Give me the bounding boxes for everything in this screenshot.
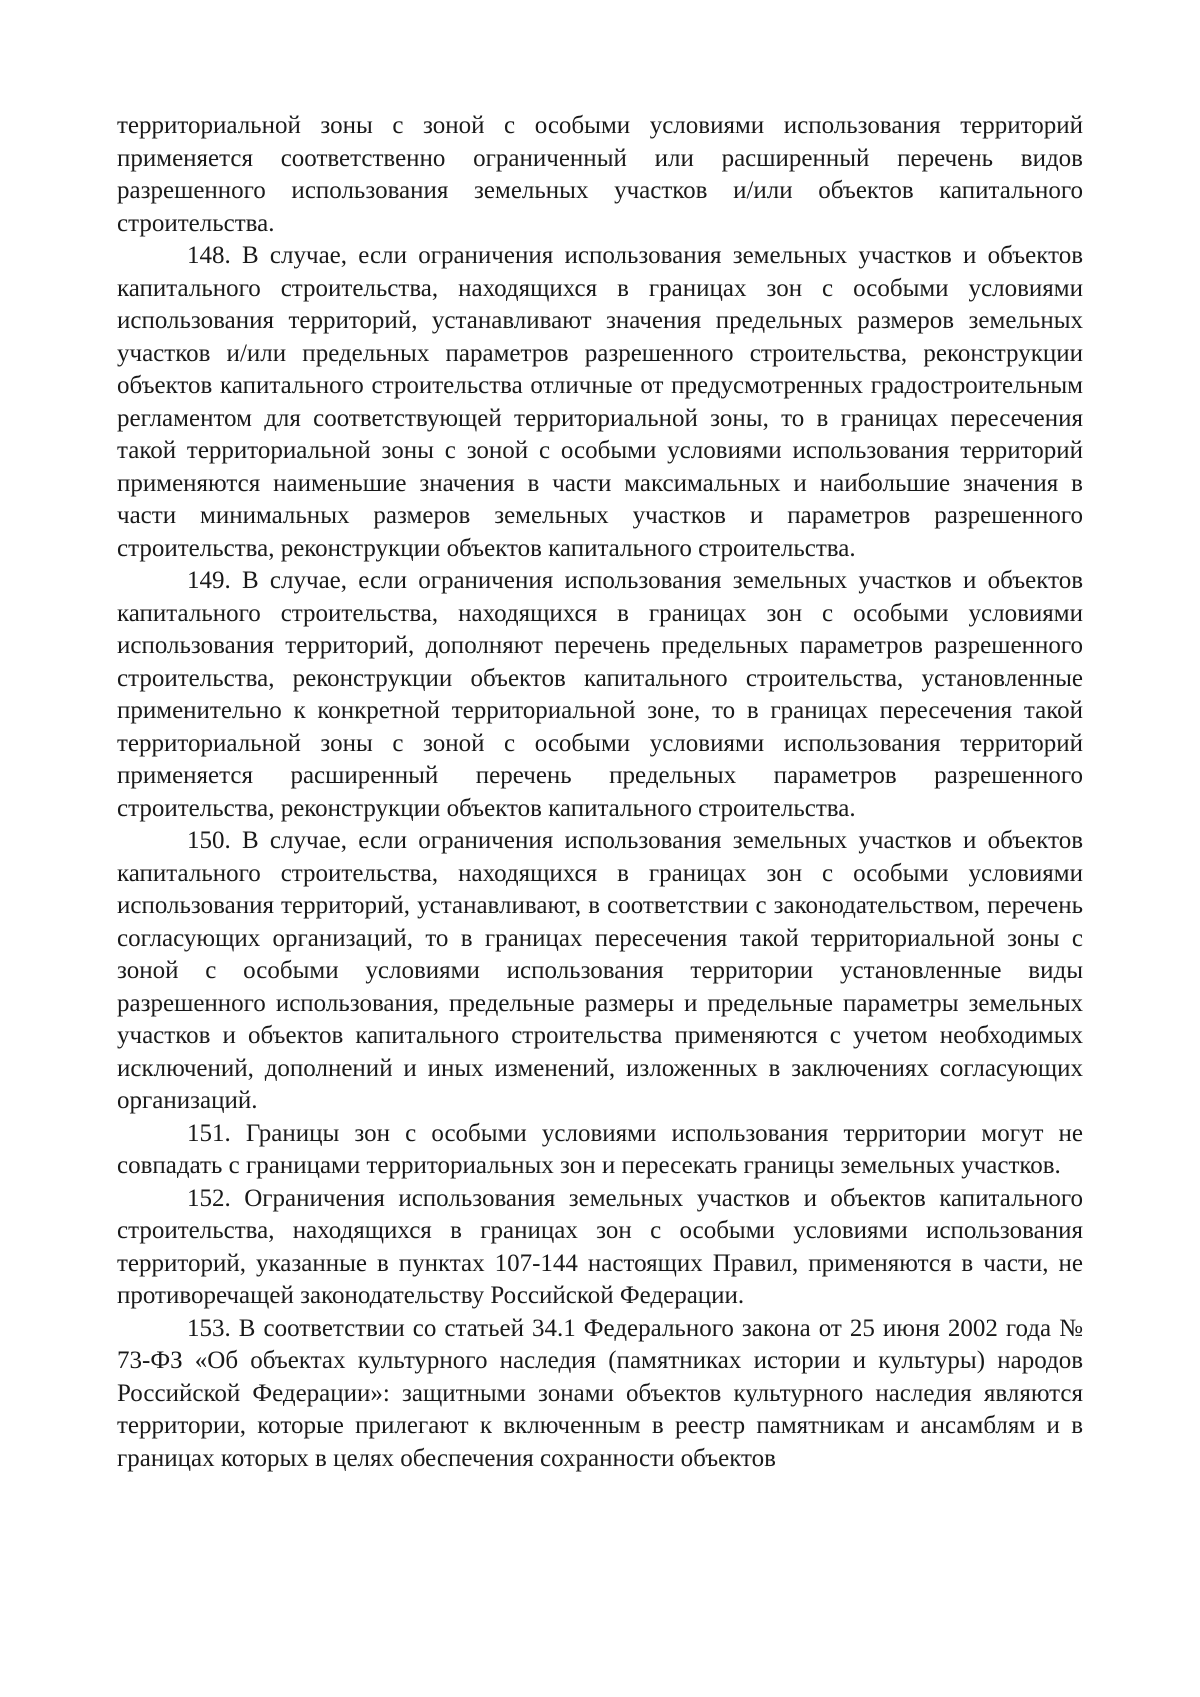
paragraph-continuation: территориальной зоны с зоной с особыми условиями использования территорий применяется соответственно ограниченный или расширенный перечень видов разрешенного использования земельных участков и/или объектов капитального строительства. — [117, 112, 1083, 237]
paragraph-151: 151. Границы зон с особыми условиями использования территории могут не совпадать с границами территориальных зон и пересекать границы земельных участков. — [117, 1119, 1083, 1179]
paragraph-149: 149. В случае, если ограничения использования земельных участков и объектов капитального строительства, находящихся в границах зон с особыми условиями использования территорий, дополняют перечень предельных параметров разрешенного строительства, реконструкции объектов капитального строительства, установленные применительно к конкретной территориальной зоне, то в границах пересечения такой территориальной зоны с зоной с особыми условиями использования территорий применяется расширенный перечень предельных параметров разрешенного строительства, реконструкции объектов капитального строительства. — [117, 567, 1083, 822]
paragraph-148: 148. В случае, если ограничения использования земельных участков и объектов капитального строительства, находящихся в границах зон с особыми условиями использования территорий, устанавливают значения предельных размеров земельных участков и/или предельных параметров разрешенного строительства, реконструкции объектов капитального строительства отличные от предусмотренных градостроительным регламентом для соответствующей территориальной зоны, то в границах пересечения такой территориальной зоны с зоной с особыми условиями использования территорий применяются наименьшие значения в части максимальных и наибольшие значения в части минимальных размеров земельных участков и параметров разрешенного строительства, реконструкции объектов капитального строительства. — [117, 242, 1083, 562]
paragraph-150: 150. В случае, если ограничения использования земельных участков и объектов капитального строительства, находящихся в границах зон с особыми условиями использования территорий, устанавливают, в соответствии с законодательством, перечень согласующих организаций, то в границах пересечения такой территориальной зоны с зоной с особыми условиями использования территории установленные виды разрешенного использования, предельные размеры и предельные параметры земельных участков и объектов капитального строительства применяются с учетом необходимых исключений, дополнений и иных изменений, изложенных в заключениях согласующих организаций. — [117, 827, 1083, 1114]
paragraph-152: 152. Ограничения использования земельных участков и объектов капитального строительства, находящихся в границах зон с особыми условиями использования территорий, указанные в пунктах 107-144 настоящих Правил, применяются в части, не противоречащей законодательству Российской Федерации. — [117, 1184, 1083, 1309]
paragraph-153: 153. В соответствии со статьей 34.1 Федерального закона от 25 июня 2002 года № 73-ФЗ «Об объектах культурного наследия (памятниках истории и культуры) народов Российской Федерации»: защитными зонами объектов культурного наследия являются территории, которые прилегают к включенным в реестр памятникам и ансамблям и в границах которых в целях обеспечения сохранности объектов — [117, 1314, 1083, 1472]
document-page — [117, 110, 1083, 1475]
